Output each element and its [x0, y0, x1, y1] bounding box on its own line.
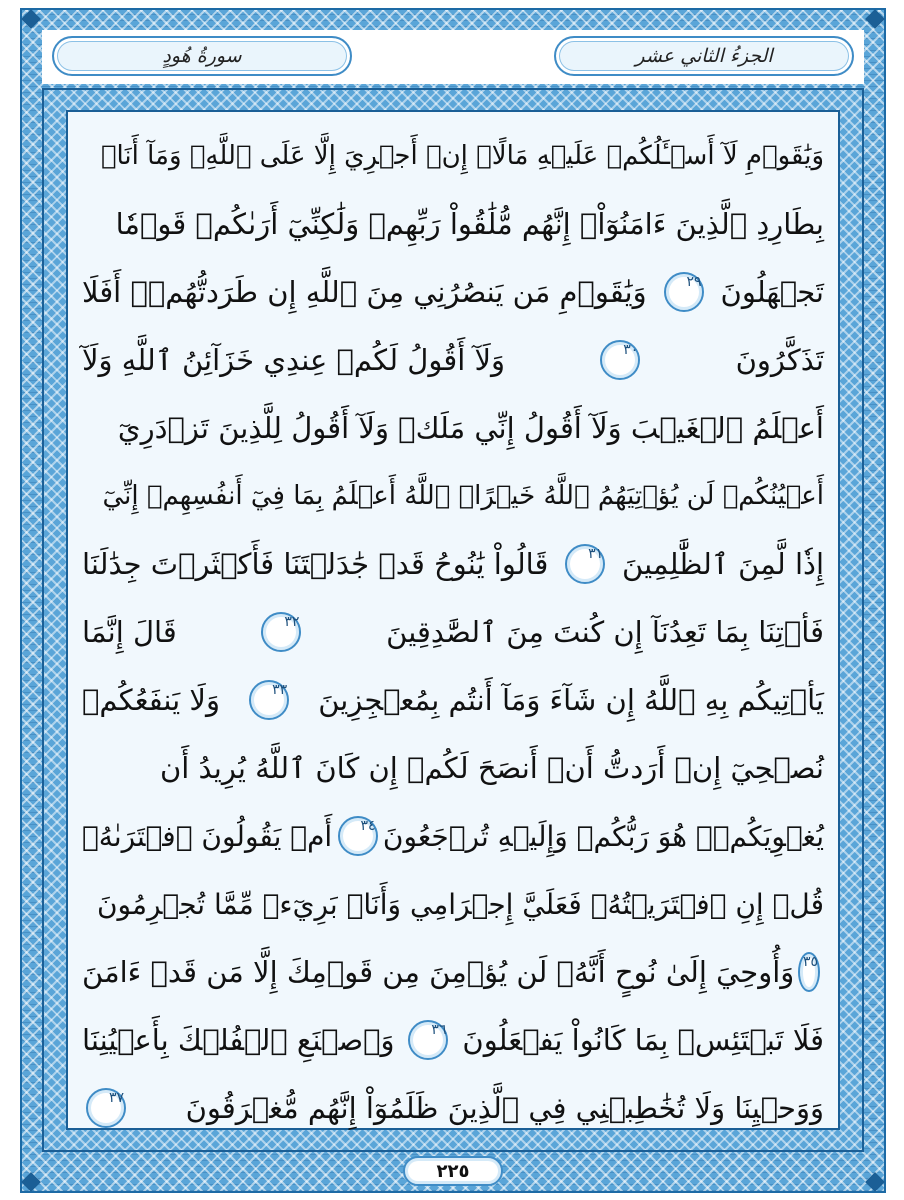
verse-text: نُصۡحِيٓ إِنۡ أَرَدتُّ أَنۡ أَنصَحَ لَكُمۡ إِن كَانَ ٱللَّهُ يُرِيدُ أَن: [159, 751, 824, 785]
verse-text: تَجۡهَلُونَ: [720, 275, 824, 309]
verse-text: قَالُواْ يَٰنُوحُ قَدۡ جَٰدَلۡتَنَا فَأَكۡثَرۡتَ جِدَٰلَنَا: [82, 547, 549, 581]
verse-text: وَٱصۡنَعِ ٱلۡفُلۡكَ بِأَعۡيُنِنَا: [82, 1023, 395, 1057]
verse-text: وَيَٰقَوۡمِ لَآ أَسۡـَٔلُكُمۡ عَلَيۡهِ مَالًاۖ إِنۡ أَجۡرِيَ إِلَّا عَلَى ٱللَّهِۚ وَمَآ أَنَا۠: [100, 141, 824, 171]
verse-text: إِذٗا لَّمِنَ ٱلظَّٰلِمِينَ: [622, 547, 824, 581]
ayah-number-marker: ٣٢: [261, 612, 301, 652]
page-footer: [42, 1154, 864, 1190]
verse-text: تَذَكَّرُونَ: [735, 343, 824, 377]
verse-line: [82, 938, 824, 1006]
verse-text: يَأۡتِيكُم بِهِ ٱللَّهُ إِن شَآءَ وَمَآ أَنتُم بِمُعۡجِزِينَ: [318, 683, 824, 717]
text-panel: [66, 110, 840, 1130]
verse-text: وَوَحۡيِنَا وَلَا تُخَٰطِبۡنِي فِي ٱلَّذِينَ ظَلَمُوٓاْ إِنَّهُم مُّغۡرَقُونَ: [185, 1091, 824, 1125]
verse-text: بِطَارِدِ ٱلَّذِينَ ءَامَنُوٓاْۚ إِنَّهُم مُّلَٰقُواْ رَبِّهِمۡ وَلَٰكِنِّيٓ أَرَىٰكُمۡ قَوۡمٗا: [115, 207, 824, 241]
verse-text: فَأۡتِنَا بِمَا تَعِدُنَآ إِن كُنتَ مِنَ ٱلصَّٰدِقِينَ: [386, 615, 824, 649]
verse-line: [82, 802, 824, 870]
verse-line: [82, 1074, 824, 1142]
ayah-number-marker: ٢٩: [664, 272, 704, 312]
verse-text: أَعۡيُنُكُمۡ لَن يُؤۡتِيَهُمُ ٱللَّهُ خَيۡرًاۖ ٱللَّهُ أَعۡلَمُ بِمَا فِيٓ أَنفُسِهِمۡ إِنِّيٓ: [102, 481, 824, 511]
surah-title: سورةُ هُودٍ: [162, 45, 242, 67]
mushaf-page: [20, 8, 886, 1193]
verse-line: [82, 394, 824, 462]
page-header: [42, 30, 864, 84]
verse-line: [82, 1006, 824, 1074]
verse-line: [82, 870, 824, 938]
verse-text: أَعۡلَمُ ٱلۡغَيۡبَ وَلَآ أَقُولُ إِنِّي مَلَكٞ وَلَآ أَقُولُ لِلَّذِينَ تَزۡدَرِيٓ: [117, 411, 824, 445]
verse-text: وَلَا يَنفَعُكُمۡ: [82, 683, 220, 717]
juz-title: الجزءُ الثاني عشر: [635, 45, 773, 67]
ayah-number-marker: ٣٣: [249, 680, 289, 720]
verse-line: [82, 258, 824, 326]
verse-lines: [82, 122, 824, 1142]
verse-line: [82, 326, 824, 394]
ayah-number-marker: ٣٦: [408, 1020, 448, 1060]
verse-text: وَيَٰقَوۡمِ مَن يَنصُرُنِي مِنَ ٱللَّهِ إِن طَرَدتُّهُمۡۚ أَفَلَا: [82, 275, 647, 309]
verse-line: [82, 666, 824, 734]
verse-line: [82, 462, 824, 530]
page-number: ٢٢٥: [436, 1160, 470, 1182]
ayah-number-marker: ٣١: [565, 544, 605, 584]
text-frame-border: [42, 88, 864, 1152]
verse-text: قَالَ إِنَّمَا: [82, 615, 177, 649]
verse-text: وَلَآ أَقُولُ لَكُمۡ عِندِي خَزَآئِنُ ٱللَّهِ وَلَآ: [82, 343, 506, 377]
verse-line: [82, 734, 824, 802]
verse-text: قُلۡ إِنِ ٱفۡتَرَيۡتُهُۥ فَعَلَيَّ إِجۡرَامِي وَأَنَا۠ بَرِيٓءٞ مِّمَّا تُجۡرِمُونَ: [96, 887, 824, 921]
ayah-number-marker: ٣٧: [86, 1088, 126, 1128]
page-number-cartouche: [403, 1156, 503, 1186]
ayah-number-marker: ٣٠: [600, 340, 640, 380]
verse-text: يُغۡوِيَكُمۡۚ هُوَ رَبُّكُمۡ وَإِلَيۡهِ تُرۡجَعُونَ: [382, 819, 824, 853]
verse-line: [82, 122, 824, 190]
verse-line: [82, 530, 824, 598]
verse-text: أَمۡ يَقُولُونَ ٱفۡتَرَىٰهُۖ: [82, 819, 333, 853]
surah-title-cartouche: [52, 36, 352, 76]
ayah-number-marker: ٣٤: [338, 816, 378, 856]
verse-line: [82, 598, 824, 666]
verse-text: وَأُوحِيَ إِلَىٰ نُوحٍ أَنَّهُۥ لَن يُؤۡمِنَ مِن قَوۡمِكَ إِلَّا مَن قَدۡ ءَامَنَ: [82, 955, 795, 989]
juz-title-cartouche: [554, 36, 854, 76]
verse-text: فَلَا تَبۡتَئِسۡ بِمَا كَانُواْ يَفۡعَلُونَ: [462, 1023, 824, 1057]
verse-line: [82, 190, 824, 258]
ayah-number-marker: ٣٥: [798, 952, 820, 992]
